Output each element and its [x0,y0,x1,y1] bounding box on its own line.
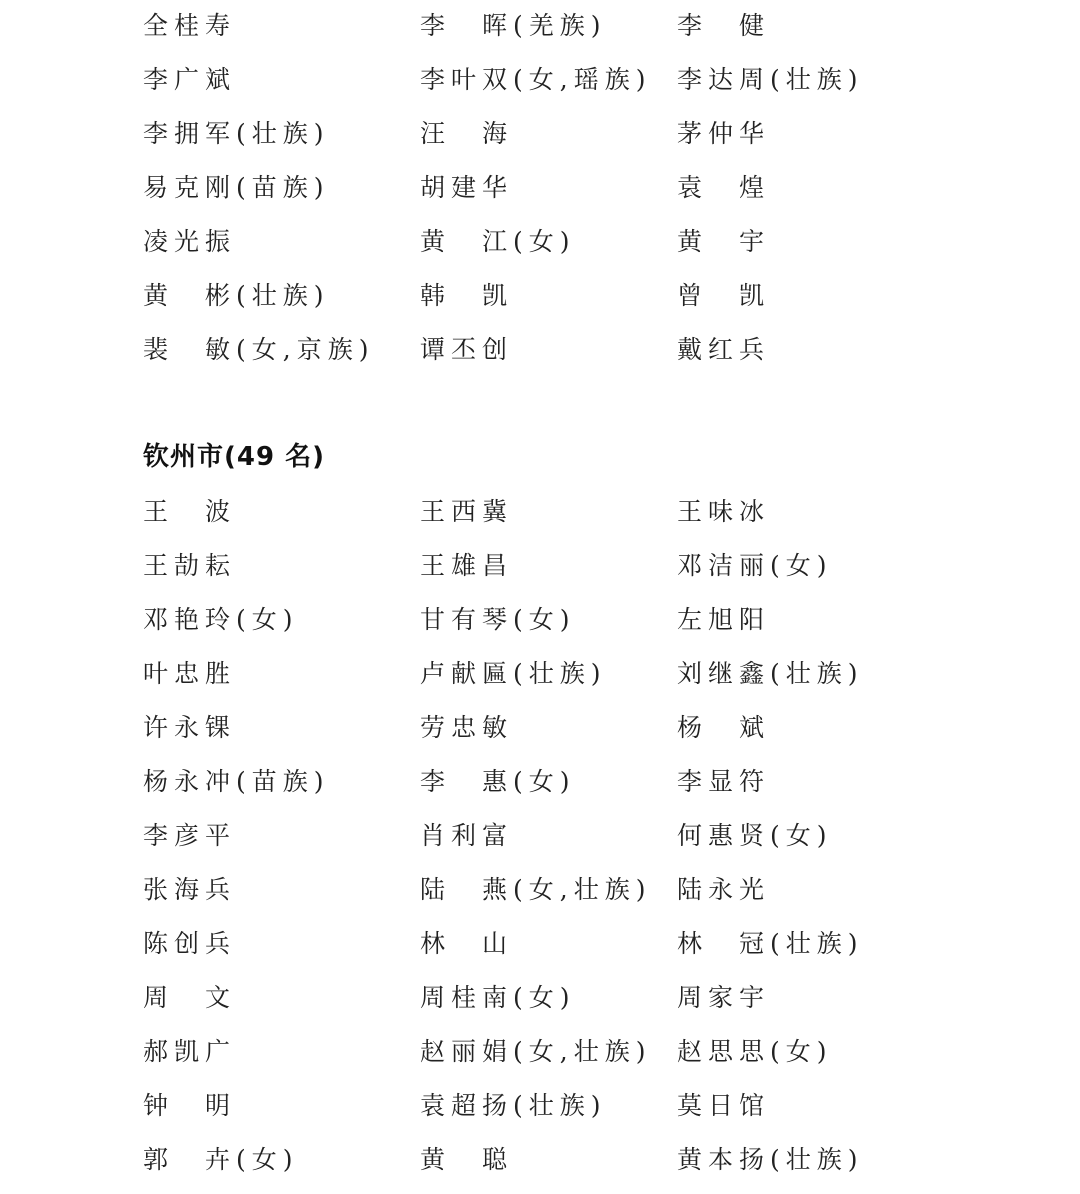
section-heading: 钦州市(49 名) [143,442,325,472]
person-name: 李达周(壮族) [677,65,864,94]
person-name: 杨永冲(苗族) [143,767,330,796]
person-name: 袁 煌 [677,173,771,202]
person-name: 黄 聪 [420,1145,514,1174]
person-name: 曾 凯 [677,281,771,310]
name-row [0,654,1080,708]
person-name: 卢献匾(壮族) [420,659,607,688]
person-name: 张海兵 [143,875,237,904]
name-row [0,330,1080,384]
name-row [0,1032,1080,1086]
person-name: 刘继鑫(壮族) [677,659,864,688]
person-name: 王西冀 [420,497,514,526]
person-name: 李拥军(壮族) [143,119,330,148]
person-name: 易克刚(苗族) [143,173,330,202]
person-name: 王雄昌 [420,551,514,580]
name-row [0,924,1080,978]
person-name: 戴红兵 [677,335,771,364]
person-name: 莫日馆 [677,1091,771,1120]
person-name: 林 山 [420,929,514,958]
person-name: 李 健 [677,11,771,40]
person-name: 王味冰 [677,497,771,526]
person-name: 赵丽娟(女,壮族) [420,1037,652,1066]
person-name: 黄 宇 [677,227,771,256]
person-name: 陆永光 [677,875,771,904]
person-name: 李 晖(羌族) [420,11,607,40]
name-row [0,762,1080,816]
name-row [0,276,1080,330]
name-row [0,168,1080,222]
person-name: 黄本扬(壮族) [677,1145,864,1174]
name-row [0,600,1080,654]
person-name: 李显符 [677,767,771,796]
person-name: 赵思思(女) [677,1037,833,1066]
name-row [0,978,1080,1032]
person-name: 王劼耘 [143,551,237,580]
name-grid [0,492,1080,1194]
name-row [0,1086,1080,1140]
person-name: 甘有琴(女) [420,605,576,634]
name-row [0,546,1080,600]
person-name: 汪 海 [420,119,514,148]
person-name: 谭丕创 [420,335,514,364]
name-row [0,708,1080,762]
name-row [0,222,1080,276]
person-name: 凌光振 [143,227,237,256]
person-name: 周桂南(女) [420,983,576,1012]
name-row [0,6,1080,60]
person-name: 左旭阳 [677,605,771,634]
person-name: 许永锞 [143,713,237,742]
person-name: 黄 彬(壮族) [143,281,330,310]
person-name: 李广斌 [143,65,237,94]
person-name: 劳忠敏 [420,713,514,742]
person-name: 裴 敏(女,京族) [143,335,375,364]
name-row [0,816,1080,870]
person-name: 袁超扬(壮族) [420,1091,607,1120]
person-name: 周家宇 [677,983,771,1012]
person-name: 陆 燕(女,壮族) [420,875,652,904]
name-row [0,1140,1080,1194]
person-name: 林 冠(壮族) [677,929,864,958]
person-name: 邓洁丽(女) [677,551,833,580]
person-name: 肖利富 [420,821,514,850]
person-name: 茅仲华 [677,119,771,148]
person-name: 叶忠胜 [143,659,237,688]
person-name: 李叶双(女,瑶族) [420,65,652,94]
person-name: 王 波 [143,497,237,526]
person-name: 胡建华 [420,173,514,202]
person-name: 郭 卉(女) [143,1145,299,1174]
person-name: 黄 江(女) [420,227,576,256]
name-row [0,870,1080,924]
name-row [0,114,1080,168]
name-row [0,60,1080,114]
person-name: 杨 斌 [677,713,771,742]
person-name: 钟 明 [143,1091,237,1120]
person-name: 何惠贤(女) [677,821,833,850]
person-name: 韩 凯 [420,281,514,310]
person-name: 郝凯广 [143,1037,237,1066]
person-name: 陈创兵 [143,929,237,958]
name-grid [0,6,1080,384]
person-name: 邓艳玲(女) [143,605,299,634]
person-name: 周 文 [143,983,237,1012]
person-name: 全桂寿 [143,11,237,40]
person-name: 李彦平 [143,821,237,850]
person-name: 李 惠(女) [420,767,576,796]
name-row [0,492,1080,546]
